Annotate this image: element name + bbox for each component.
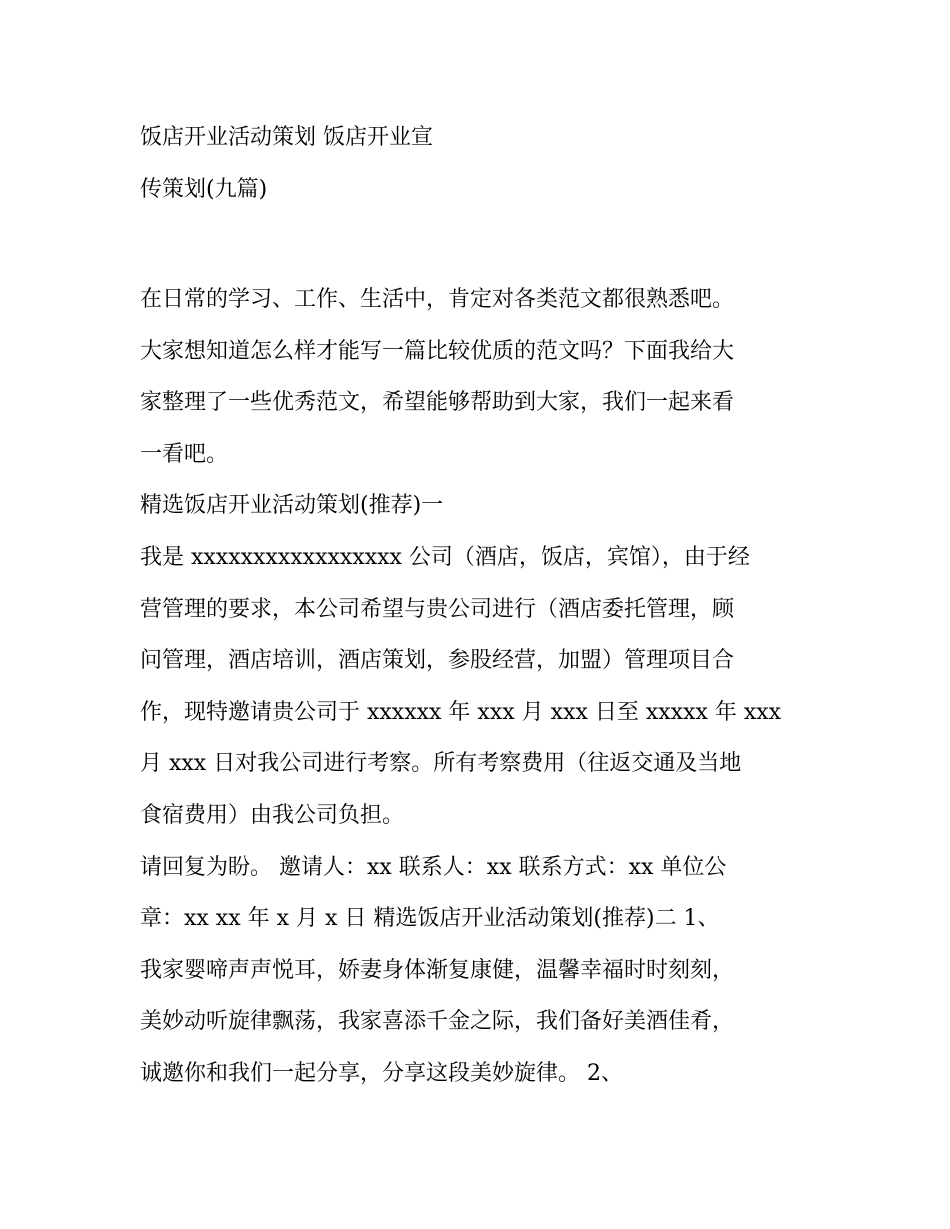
body-line: 请回复为盼。 邀请人：xx 联系人：xx 联系方式：xx 单位公 xyxy=(140,854,727,880)
body-line: 大家想知道怎么样才能写一篇比较优质的范文吗？下面我给大 xyxy=(140,338,735,364)
body-line: 美妙动听旋律飘荡，我家喜添千金之际，我们备好美酒佳肴， xyxy=(140,1009,735,1035)
body-line: 问管理，酒店培训，酒店策划，参股经营，加盟）管理项目合 xyxy=(140,648,735,674)
body-line: 家整理了一些优秀范文，希望能够帮助到大家，我们一起来看 xyxy=(140,390,735,416)
body-line: 作，现特邀请贵公司于 xxxxxx 年 xxx 月 xxx 日至 xxxxx 年 xxx xyxy=(140,699,782,725)
title-line: 饭店开业活动策划 饭店开业宣 xyxy=(140,125,433,150)
body-line: 章：xx xx 年 x 月 x 日 精选饭店开业活动策划(推荐)二 1、 xyxy=(140,906,720,932)
body-line: 我是 xxxxxxxxxxxxxxxxx 公司（酒店，饭店，宾馆），由于经 xyxy=(140,544,750,570)
section-heading: 精选饭店开业活动策划(推荐)一 xyxy=(140,493,444,519)
title-line: 传策划(九篇) xyxy=(140,176,268,202)
body-line: 营管理的要求，本公司希望与贵公司进行（酒店委托管理，顾 xyxy=(140,596,735,622)
document-body xyxy=(140,274,830,1100)
body-line: 我家婴啼声声悦耳，娇妻身体渐复康健，温馨幸福时时刻刻， xyxy=(140,957,735,983)
body-line: 诚邀你和我们一起分享，分享这段美妙旋律。 2、 xyxy=(140,1060,623,1086)
body-line: 食宿费用）由我公司负担。 xyxy=(140,802,405,828)
body-line: 一看吧。 xyxy=(140,441,229,467)
page-title xyxy=(140,112,830,215)
body-line: 月 xxx 日对我公司进行考察。所有考察费用（往返交通及当地 xyxy=(140,751,742,777)
body-line: 在日常的学习、工作、生活中，肯定对各类范文都很熟悉吧。 xyxy=(140,287,735,312)
